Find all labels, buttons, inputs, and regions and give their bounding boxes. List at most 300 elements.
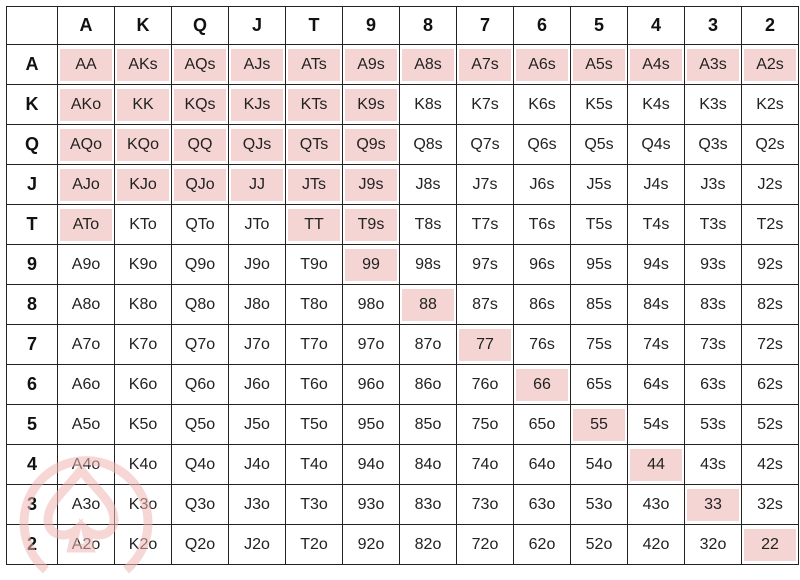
hand-label: 97s: [472, 255, 498, 273]
hand-label: J9o: [244, 255, 270, 273]
hand-cell-55[interactable]: [571, 405, 628, 445]
hand-cell-42s[interactable]: [742, 445, 799, 485]
hand-label: QJs: [231, 129, 283, 161]
hand-cell-66[interactable]: [514, 365, 571, 405]
hand-cell-85s[interactable]: [571, 285, 628, 325]
hand-cell-J4s[interactable]: [628, 165, 685, 205]
hand-label: T5o: [300, 415, 328, 433]
hand-cell-K5o[interactable]: [115, 405, 172, 445]
hand-label: 85s: [586, 295, 612, 313]
hand-cell-Q7s[interactable]: [457, 125, 514, 165]
hand-cell-K3o[interactable]: [115, 485, 172, 525]
hand-label: 44: [630, 449, 682, 481]
hand-cell-K2o[interactable]: [115, 525, 172, 565]
hand-cell-43o[interactable]: [628, 485, 685, 525]
hand-label: QJo: [174, 169, 226, 201]
hand-cell-A4s[interactable]: [628, 45, 685, 85]
hand-cell-J6o[interactable]: [229, 365, 286, 405]
hand-cell-ATs[interactable]: [286, 45, 343, 85]
hand-cell-J9o[interactable]: [229, 245, 286, 285]
hand-label: AKs: [117, 49, 169, 81]
hand-cell-KJo[interactable]: [115, 165, 172, 205]
hand-cell-QJs[interactable]: [229, 125, 286, 165]
hand-cell-AA[interactable]: [58, 45, 115, 85]
hand-cell-J7s[interactable]: [457, 165, 514, 205]
hand-cell-Q4o[interactable]: [172, 445, 229, 485]
hand-label: AQo: [60, 129, 112, 161]
hand-cell-T8o[interactable]: [286, 285, 343, 325]
hand-label: 53o: [585, 495, 613, 513]
hand-cell-T3o[interactable]: [286, 485, 343, 525]
column-header-A: A: [58, 7, 115, 45]
hand-cell-J2s[interactable]: [742, 165, 799, 205]
hand-row-8: [7, 285, 799, 325]
hand-label: 73o: [471, 495, 499, 513]
hand-label: T2s: [756, 215, 784, 233]
hand-label: T8o: [300, 295, 328, 313]
hand-cell-83o[interactable]: [400, 485, 457, 525]
hand-label: T2o: [300, 535, 328, 553]
hand-label: 63o: [528, 495, 556, 513]
hand-row-A: [7, 45, 799, 85]
hand-cell-72s[interactable]: [742, 325, 799, 365]
row-header-9: 9: [7, 245, 58, 285]
hand-cell-83s[interactable]: [685, 285, 742, 325]
column-header-2: 2: [742, 7, 799, 45]
hand-cell-77[interactable]: [457, 325, 514, 365]
hand-label: 95s: [586, 255, 612, 273]
hand-cell-75s[interactable]: [571, 325, 628, 365]
hand-cell-32o[interactable]: [685, 525, 742, 565]
hand-cell-TT[interactable]: [286, 205, 343, 245]
hand-cell-22[interactable]: [742, 525, 799, 565]
hand-label: 66: [516, 369, 568, 401]
hand-cell-AKo[interactable]: [58, 85, 115, 125]
hand-label: 93o: [357, 495, 385, 513]
hand-cell-QTo[interactable]: [172, 205, 229, 245]
hand-cell-A6o[interactable]: [58, 365, 115, 405]
hand-cell-A9o[interactable]: [58, 245, 115, 285]
hand-label: A4s: [630, 49, 682, 81]
hand-cell-42o[interactable]: [628, 525, 685, 565]
hand-cell-A5s[interactable]: [571, 45, 628, 85]
hand-label: 94s: [643, 255, 669, 273]
hand-label: AJo: [60, 169, 112, 201]
hand-cell-52o[interactable]: [571, 525, 628, 565]
hand-cell-Q9o[interactable]: [172, 245, 229, 285]
hand-label: 65s: [586, 375, 612, 393]
hand-label: 33: [687, 489, 739, 521]
hand-cell-98o[interactable]: [343, 285, 400, 325]
hand-cell-Q6s[interactable]: [514, 125, 571, 165]
hand-label: 65o: [528, 415, 556, 433]
hand-cell-73o[interactable]: [457, 485, 514, 525]
hand-cell-QJo[interactable]: [172, 165, 229, 205]
hand-cell-KK[interactable]: [115, 85, 172, 125]
hand-label: J2s: [757, 175, 783, 193]
hand-label: KK: [117, 89, 169, 121]
hand-cell-54s[interactable]: [628, 405, 685, 445]
hand-label: 72s: [757, 335, 783, 353]
hand-cell-75o[interactable]: [457, 405, 514, 445]
hand-cell-87s[interactable]: [457, 285, 514, 325]
hand-cell-76s[interactable]: [514, 325, 571, 365]
hand-cell-96s[interactable]: [514, 245, 571, 285]
hand-label: J4o: [244, 455, 270, 473]
hand-cell-K9o[interactable]: [115, 245, 172, 285]
hand-cell-62s[interactable]: [742, 365, 799, 405]
hand-cell-82s[interactable]: [742, 285, 799, 325]
hand-cell-A8o[interactable]: [58, 285, 115, 325]
hand-cell-T2o[interactable]: [286, 525, 343, 565]
hand-grid-body: [7, 45, 799, 565]
row-header-J: J: [7, 165, 58, 205]
hand-label: 55: [573, 409, 625, 441]
hand-cell-J5o[interactable]: [229, 405, 286, 445]
corner-cell: [7, 7, 58, 45]
hand-row-6: [7, 365, 799, 405]
hand-cell-84o[interactable]: [400, 445, 457, 485]
column-header-9: 9: [343, 7, 400, 45]
hand-label: A6s: [516, 49, 568, 81]
hand-cell-95s[interactable]: [571, 245, 628, 285]
hand-label: K3s: [699, 95, 727, 113]
hand-cell-K2s[interactable]: [742, 85, 799, 125]
hand-cell-AJs[interactable]: [229, 45, 286, 85]
hand-label: 98o: [357, 295, 385, 313]
hand-cell-Q2o[interactable]: [172, 525, 229, 565]
hand-cell-Q5o[interactable]: [172, 405, 229, 445]
hand-cell-A2o[interactable]: [58, 525, 115, 565]
hand-cell-94o[interactable]: [343, 445, 400, 485]
hand-cell-T4s[interactable]: [628, 205, 685, 245]
hand-label: JTo: [244, 215, 270, 233]
hand-cell-62o[interactable]: [514, 525, 571, 565]
hand-cell-53o[interactable]: [571, 485, 628, 525]
hand-label: J6o: [244, 375, 270, 393]
hand-cell-J5s[interactable]: [571, 165, 628, 205]
hand-cell-T8s[interactable]: [400, 205, 457, 245]
hand-label: Q2o: [184, 535, 216, 553]
hand-label: 86o: [414, 375, 442, 393]
hand-cell-K8s[interactable]: [400, 85, 457, 125]
hand-cell-AKs[interactable]: [115, 45, 172, 85]
hand-label: A7o: [71, 335, 101, 353]
hand-cell-73s[interactable]: [685, 325, 742, 365]
hand-cell-J9s[interactable]: [343, 165, 400, 205]
row-header-3: 3: [7, 485, 58, 525]
hand-cell-54o[interactable]: [571, 445, 628, 485]
hand-cell-Q8s[interactable]: [400, 125, 457, 165]
hand-label: 86s: [529, 295, 555, 313]
hand-cell-K4s[interactable]: [628, 85, 685, 125]
hand-label: K5o: [128, 415, 158, 433]
hand-cell-KTs[interactable]: [286, 85, 343, 125]
hand-cell-72o[interactable]: [457, 525, 514, 565]
hand-cell-Q8o[interactable]: [172, 285, 229, 325]
hand-label: ATo: [60, 209, 112, 241]
hand-cell-T5o[interactable]: [286, 405, 343, 445]
hand-label: 42o: [642, 535, 670, 553]
hand-cell-KQs[interactable]: [172, 85, 229, 125]
hand-cell-K5s[interactable]: [571, 85, 628, 125]
hand-cell-Q3s[interactable]: [685, 125, 742, 165]
hand-cell-Q9s[interactable]: [343, 125, 400, 165]
hand-cell-64o[interactable]: [514, 445, 571, 485]
hand-label: T8s: [414, 215, 442, 233]
hand-cell-KQo[interactable]: [115, 125, 172, 165]
hand-label: K4s: [642, 95, 670, 113]
hand-label: KJs: [231, 89, 283, 121]
hand-label: A5o: [71, 415, 101, 433]
hand-cell-99[interactable]: [343, 245, 400, 285]
hand-cell-44[interactable]: [628, 445, 685, 485]
hand-label: T3s: [699, 215, 727, 233]
hand-cell-J4o[interactable]: [229, 445, 286, 485]
hand-label: 92s: [757, 255, 783, 273]
hand-cell-93s[interactable]: [685, 245, 742, 285]
hand-cell-Q3o[interactable]: [172, 485, 229, 525]
hand-cell-74o[interactable]: [457, 445, 514, 485]
hand-label: T5s: [585, 215, 613, 233]
hand-label: J7s: [472, 175, 498, 193]
hand-cell-82o[interactable]: [400, 525, 457, 565]
hand-row-3: [7, 485, 799, 525]
row-header-8: 8: [7, 285, 58, 325]
hand-cell-T4o[interactable]: [286, 445, 343, 485]
hand-cell-85o[interactable]: [400, 405, 457, 445]
row-header-T: T: [7, 205, 58, 245]
row-header-A: A: [7, 45, 58, 85]
hand-cell-43s[interactable]: [685, 445, 742, 485]
hand-cell-74s[interactable]: [628, 325, 685, 365]
hand-cell-64s[interactable]: [628, 365, 685, 405]
hand-cell-A4o[interactable]: [58, 445, 115, 485]
hand-label: 75s: [586, 335, 612, 353]
hand-label: 75o: [471, 415, 499, 433]
hand-cell-Q4s[interactable]: [628, 125, 685, 165]
hand-label: Q7o: [184, 335, 216, 353]
hand-cell-K9s[interactable]: [343, 85, 400, 125]
hand-cell-AQo[interactable]: [58, 125, 115, 165]
hand-cell-K8o[interactable]: [115, 285, 172, 325]
hand-cell-JTs[interactable]: [286, 165, 343, 205]
hand-cell-52s[interactable]: [742, 405, 799, 445]
hand-label: A3s: [687, 49, 739, 81]
hand-label: Q9s: [345, 129, 397, 161]
hand-label: 62s: [757, 375, 783, 393]
hand-cell-T5s[interactable]: [571, 205, 628, 245]
hand-label: 94o: [357, 455, 385, 473]
hand-cell-J3o[interactable]: [229, 485, 286, 525]
hand-label: K8s: [414, 95, 442, 113]
hand-label: KJo: [117, 169, 169, 201]
hand-cell-QTs[interactable]: [286, 125, 343, 165]
hand-label: KQo: [117, 129, 169, 161]
hand-label: A7s: [459, 49, 511, 81]
hand-cell-JJ[interactable]: [229, 165, 286, 205]
hand-cell-95o[interactable]: [343, 405, 400, 445]
hand-cell-94s[interactable]: [628, 245, 685, 285]
hand-cell-J8s[interactable]: [400, 165, 457, 205]
hand-label: J5o: [244, 415, 270, 433]
hand-label: K8o: [128, 295, 158, 313]
hand-label: KTs: [288, 89, 340, 121]
column-header-3: 3: [685, 7, 742, 45]
hand-cell-T9o[interactable]: [286, 245, 343, 285]
hand-cell-T6o[interactable]: [286, 365, 343, 405]
hand-label: K2o: [128, 535, 158, 553]
hand-row-2: [7, 525, 799, 565]
hand-cell-J8o[interactable]: [229, 285, 286, 325]
hand-label: A9s: [345, 49, 397, 81]
hand-label: QTo: [185, 215, 215, 233]
hand-cell-ATo[interactable]: [58, 205, 115, 245]
hand-cell-A3s[interactable]: [685, 45, 742, 85]
hand-label: Q5s: [584, 135, 614, 153]
hand-label: Q3s: [698, 135, 728, 153]
hand-label: 52s: [757, 415, 783, 433]
hand-cell-92s[interactable]: [742, 245, 799, 285]
hand-label: 87s: [472, 295, 498, 313]
hand-cell-A5o[interactable]: [58, 405, 115, 445]
hand-cell-A3o[interactable]: [58, 485, 115, 525]
hand-label: QQ: [174, 129, 226, 161]
hand-label: J5s: [586, 175, 612, 193]
hand-label: A8o: [71, 295, 101, 313]
hand-cell-33[interactable]: [685, 485, 742, 525]
hand-label: Q2s: [755, 135, 785, 153]
hand-label: 84o: [414, 455, 442, 473]
hand-label: 62o: [528, 535, 556, 553]
hand-cell-QQ[interactable]: [172, 125, 229, 165]
hand-label: A5s: [573, 49, 625, 81]
column-header-J: J: [229, 7, 286, 45]
hand-cell-T7o[interactable]: [286, 325, 343, 365]
hand-label: K4o: [128, 455, 158, 473]
hand-cell-65s[interactable]: [571, 365, 628, 405]
hand-label: AQs: [174, 49, 226, 81]
hand-cell-A2s[interactable]: [742, 45, 799, 85]
hand-cell-63s[interactable]: [685, 365, 742, 405]
hand-cell-A8s[interactable]: [400, 45, 457, 85]
hand-cell-92o[interactable]: [343, 525, 400, 565]
hand-cell-T6s[interactable]: [514, 205, 571, 245]
hand-label: 74s: [643, 335, 669, 353]
hand-label: K2s: [756, 95, 784, 113]
row-header-6: 6: [7, 365, 58, 405]
hand-cell-53s[interactable]: [685, 405, 742, 445]
hand-cell-AQs[interactable]: [172, 45, 229, 85]
hand-cell-J7o[interactable]: [229, 325, 286, 365]
hand-label: Q8o: [184, 295, 216, 313]
hand-cell-Q5s[interactable]: [571, 125, 628, 165]
hand-label: K5s: [585, 95, 613, 113]
hand-label: Q9o: [184, 255, 216, 273]
hand-label: J8s: [415, 175, 441, 193]
hand-cell-AJo[interactable]: [58, 165, 115, 205]
hand-cell-J2o[interactable]: [229, 525, 286, 565]
hand-cell-J6s[interactable]: [514, 165, 571, 205]
hand-label: J6s: [529, 175, 555, 193]
hand-label: Q7s: [470, 135, 500, 153]
hand-cell-87o[interactable]: [400, 325, 457, 365]
hand-cell-KTo[interactable]: [115, 205, 172, 245]
hand-cell-K7s[interactable]: [457, 85, 514, 125]
hand-label: 42s: [757, 455, 783, 473]
hand-cell-K3s[interactable]: [685, 85, 742, 125]
hand-cell-65o[interactable]: [514, 405, 571, 445]
hand-cell-A7o[interactable]: [58, 325, 115, 365]
hand-label: 99: [345, 249, 397, 281]
hand-label: 74o: [471, 455, 499, 473]
hand-label: T9o: [300, 255, 328, 273]
hand-label: 32o: [699, 535, 727, 553]
hand-label: 77: [459, 329, 511, 361]
hand-cell-32s[interactable]: [742, 485, 799, 525]
hand-cell-KJs[interactable]: [229, 85, 286, 125]
hand-cell-Q6o[interactable]: [172, 365, 229, 405]
hand-cell-T3s[interactable]: [685, 205, 742, 245]
hand-label: 97o: [357, 335, 385, 353]
hand-cell-88[interactable]: [400, 285, 457, 325]
hand-cell-T9s[interactable]: [343, 205, 400, 245]
hand-label: A9o: [71, 255, 101, 273]
hand-cell-Q2s[interactable]: [742, 125, 799, 165]
hand-cell-K6s[interactable]: [514, 85, 571, 125]
hand-cell-J3s[interactable]: [685, 165, 742, 205]
hand-label: T6o: [300, 375, 328, 393]
hand-cell-63o[interactable]: [514, 485, 571, 525]
column-header-Q: Q: [172, 7, 229, 45]
hand-cell-T2s[interactable]: [742, 205, 799, 245]
hand-cell-97s[interactable]: [457, 245, 514, 285]
hand-cell-97o[interactable]: [343, 325, 400, 365]
hand-label: 54s: [643, 415, 669, 433]
hand-cell-76o[interactable]: [457, 365, 514, 405]
hand-cell-A6s[interactable]: [514, 45, 571, 85]
hand-cell-84s[interactable]: [628, 285, 685, 325]
hand-label: 98s: [415, 255, 441, 273]
hand-cell-T7s[interactable]: [457, 205, 514, 245]
hand-cell-96o[interactable]: [343, 365, 400, 405]
hand-cell-A9s[interactable]: [343, 45, 400, 85]
hand-label: 43o: [642, 495, 670, 513]
hand-cell-98s[interactable]: [400, 245, 457, 285]
hand-label: JJ: [231, 169, 283, 201]
hand-cell-Q7o[interactable]: [172, 325, 229, 365]
hand-cell-86o[interactable]: [400, 365, 457, 405]
hand-cell-K6o[interactable]: [115, 365, 172, 405]
hand-cell-JTo[interactable]: [229, 205, 286, 245]
row-header-2: 2: [7, 525, 58, 565]
hand-label: KTo: [129, 215, 157, 233]
hand-label: 82o: [414, 535, 442, 553]
hand-cell-K7o[interactable]: [115, 325, 172, 365]
hand-label: 32s: [757, 495, 783, 513]
hand-label: Q8s: [413, 135, 443, 153]
hand-label: K7s: [471, 95, 499, 113]
hand-cell-93o[interactable]: [343, 485, 400, 525]
hand-cell-86s[interactable]: [514, 285, 571, 325]
hand-cell-K4o[interactable]: [115, 445, 172, 485]
column-header-K: K: [115, 7, 172, 45]
hand-label: J8o: [244, 295, 270, 313]
hand-label: A8s: [402, 49, 454, 81]
hand-label: 76s: [529, 335, 555, 353]
hand-label: Q3o: [184, 495, 216, 513]
hand-cell-A7s[interactable]: [457, 45, 514, 85]
